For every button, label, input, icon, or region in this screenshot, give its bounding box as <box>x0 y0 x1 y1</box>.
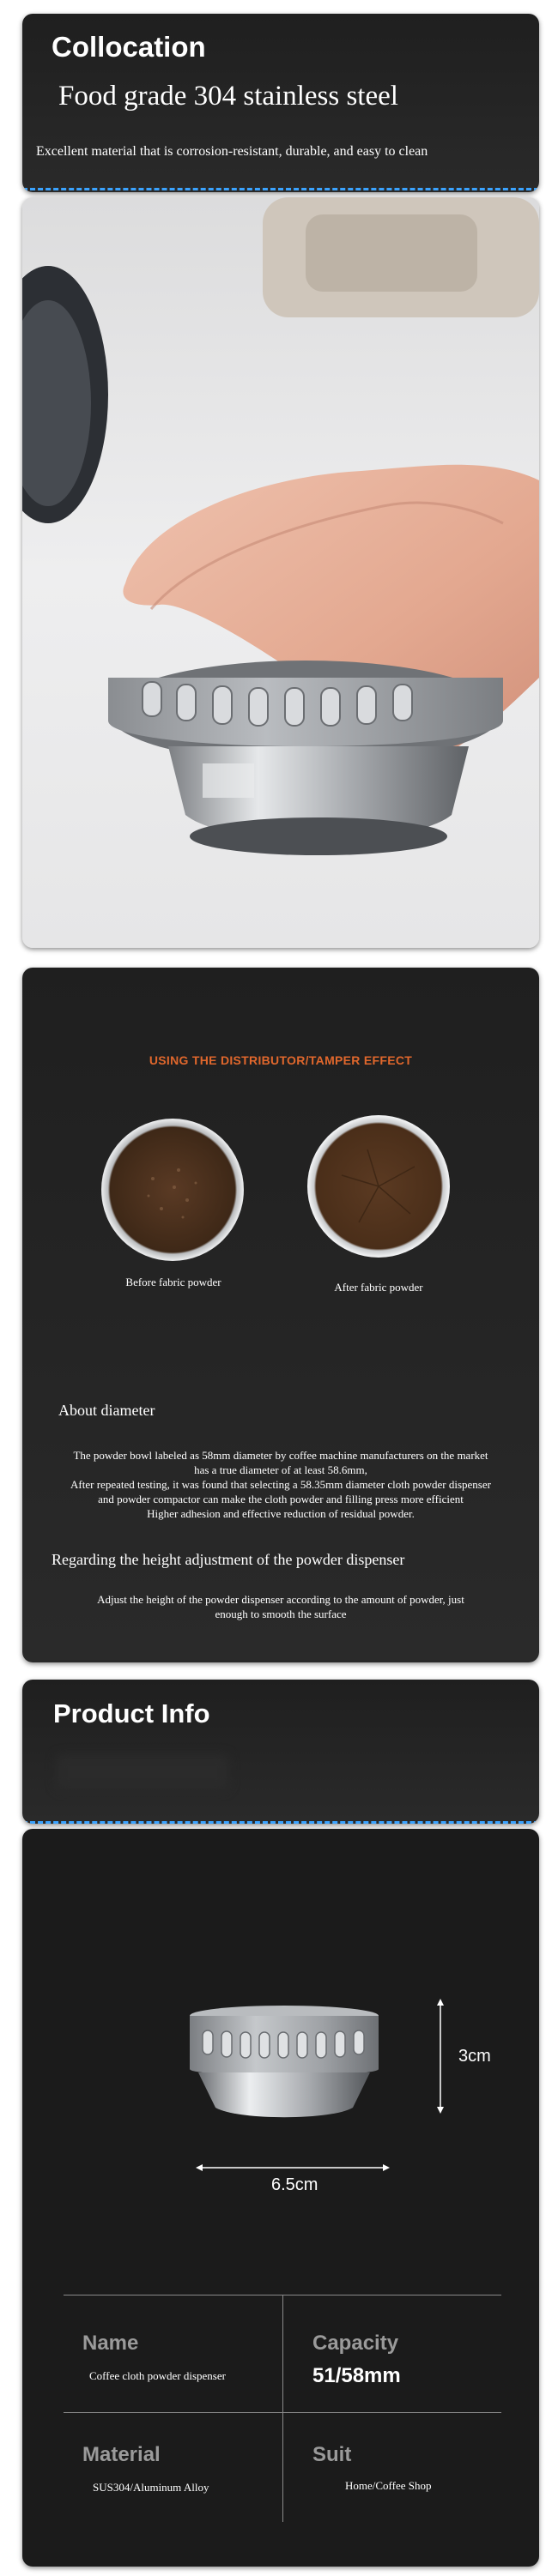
product-photo-illustration <box>22 197 539 948</box>
before-fabric-powder-label: Before fabric powder <box>125 1276 221 1288</box>
about-line: and powder compactor can make the cloth powder and filling press more efficient <box>98 1493 464 1505</box>
after-powder-bowl <box>307 1115 450 1258</box>
dashed-divider <box>22 188 539 190</box>
about-line: Higher adhesion and effective reduction of residual powder. <box>147 1507 415 1520</box>
spec-suit-value: Home/Coffee Shop <box>345 2479 432 2492</box>
width-dimension-line <box>196 2162 390 2174</box>
spec-suit-label: Suit <box>312 2443 352 2466</box>
about-line: has a true diameter of at least 58.6mm, <box>194 1463 367 1476</box>
product-info-heading: Product Info <box>53 1698 210 1728</box>
spec-capacity-label: Capacity <box>312 2332 399 2355</box>
ground-coffee-texture <box>101 1119 244 1261</box>
spec-name-label: Name <box>82 2332 139 2355</box>
after-fabric-powder-label: After fabric powder <box>334 1281 423 1294</box>
height-adjustment-heading: Regarding the height adjustment of the powder dispenser <box>52 1551 405 1568</box>
about-diameter-paragraph <box>22 1448 539 1521</box>
height-dimension-label: 3cm <box>458 2047 491 2066</box>
distributed-coffee-texture <box>307 1115 450 1258</box>
width-dimension-label: 6.5cm <box>271 2175 318 2194</box>
product-info-body-card <box>22 1829 539 2567</box>
spec-grid-divider <box>282 2295 283 2522</box>
about-line: After repeated testing, it was found that selecting a 58.35mm diameter cloth powder dispenser <box>70 1478 491 1491</box>
before-powder-bowl <box>101 1119 244 1261</box>
height-line: enough to smooth the surface <box>215 1608 347 1620</box>
height-adjustment-paragraph <box>22 1592 539 1621</box>
height-line: Adjust the height of the powder dispenser according to the amount of powder, just <box>97 1593 464 1606</box>
collocation-subheading: Food grade 304 stainless steel <box>58 81 398 112</box>
product-dimension-illustration <box>177 2000 409 2129</box>
effect-title: USING THE DISTRIBUTOR/TAMPER EFFECT <box>149 1053 413 1067</box>
about-line: The powder bowl labeled as 58mm diameter by coffee machine manufacturers on the market <box>73 1449 488 1462</box>
collocation-description: Excellent material that is corrosion-resistant, durable, and easy to clean <box>36 144 428 159</box>
product-info-header-card <box>22 1680 539 1824</box>
collocation-header-card <box>22 14 539 192</box>
spec-capacity-value: 51/58mm <box>312 2364 401 2387</box>
collocation-heading: Collocation <box>52 31 206 63</box>
dashed-divider <box>22 1821 539 1824</box>
spec-material-label: Material <box>82 2443 161 2466</box>
spec-name-value: Coffee cloth powder dispenser <box>89 2369 226 2382</box>
hand-holding-product-photo <box>22 197 539 948</box>
blurred-subheading <box>57 1755 228 1789</box>
spec-material-value: SUS304/Aluminum Alloy <box>93 2481 209 2494</box>
height-dimension-line <box>434 1999 446 2114</box>
about-diameter-heading: About diameter <box>58 1402 155 1419</box>
distributor-effect-card <box>22 968 539 1662</box>
